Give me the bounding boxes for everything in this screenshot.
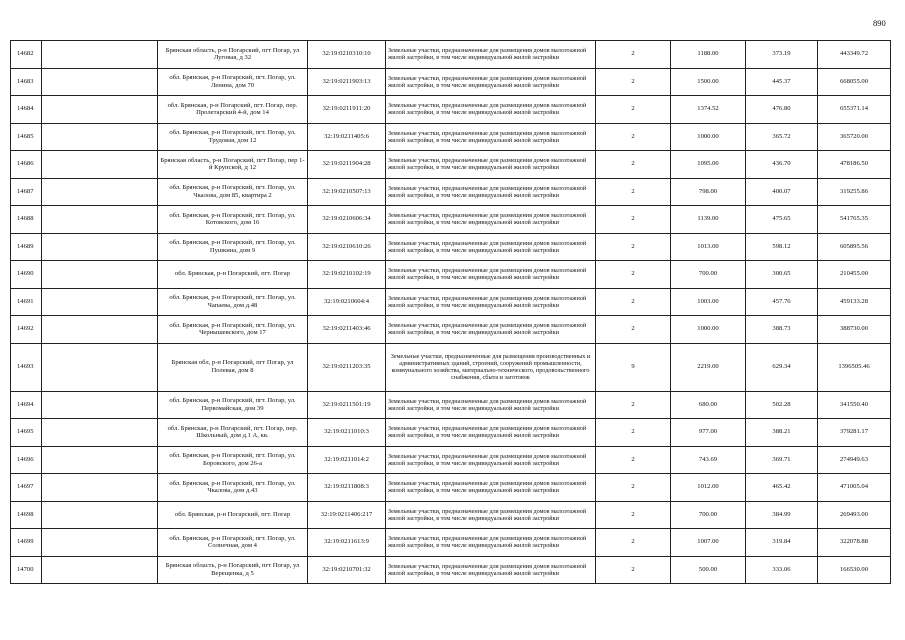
cadastral-value-cell: 274949.63 [818, 446, 891, 474]
table-row [11, 343, 891, 391]
use-group-cell: 2 [596, 96, 671, 124]
row-number: 14700 [11, 556, 42, 584]
area-cell: 1095.00 [671, 151, 746, 179]
row-number: 14688 [11, 206, 42, 234]
use-group-cell: 2 [596, 206, 671, 234]
area-cell: 1003.00 [671, 288, 746, 316]
land-purpose-cell: Земельные участки, предназначенные для размещения домов малоэтажной жилой застройки, в том числе индивидуальной жилой застройки [386, 474, 596, 502]
table-row [11, 529, 891, 557]
cadastral-value-cell: 471005.04 [818, 474, 891, 502]
area-cell: 700.00 [671, 261, 746, 289]
use-group-cell: 2 [596, 41, 671, 69]
cadastral-number-cell: 32:19:0210606:34 [308, 206, 386, 234]
use-group-cell: 2 [596, 474, 671, 502]
specific-value-cell: 384.99 [746, 501, 818, 529]
blank-cell [42, 446, 158, 474]
specific-value-cell: 333.06 [746, 556, 818, 584]
cadastral-number-cell: 32:19:0210610:26 [308, 233, 386, 261]
cadastral-number-cell: 32:19:0210102:19 [308, 261, 386, 289]
table-body [11, 41, 891, 584]
specific-value-cell: 436.70 [746, 151, 818, 179]
row-number: 14693 [11, 343, 42, 391]
row-number: 14689 [11, 233, 42, 261]
cadastral-value-table [10, 40, 891, 584]
blank-cell [42, 68, 158, 96]
blank-cell [42, 261, 158, 289]
cadastral-value-cell: 1396505.46 [818, 343, 891, 391]
land-purpose-cell: Земельные участки, предназначенные для размещения домов малоэтажной жилой застройки, в том числе индивидуальной жилой застройки [386, 151, 596, 179]
cadastral-number-cell: 32:19:0211904:28 [308, 151, 386, 179]
land-purpose-cell: Земельные участки, предназначенные для размещения домов малоэтажной жилой застройки, в том числе индивидуальной жилой застройки [386, 501, 596, 529]
cadastral-value-cell: 365720.00 [818, 123, 891, 151]
blank-cell [42, 419, 158, 447]
cadastral-number-cell: 32:19:0211403:46 [308, 316, 386, 344]
blank-cell [42, 41, 158, 69]
table-row [11, 68, 891, 96]
land-purpose-cell: Земельные участки, предназначенные для размещения домов малоэтажной жилой застройки, в том числе индивидуальной жилой застройки [386, 288, 596, 316]
row-number: 14690 [11, 261, 42, 289]
table-row [11, 178, 891, 206]
table-row [11, 96, 891, 124]
area-cell: 1012.00 [671, 474, 746, 502]
table-row [11, 501, 891, 529]
cadastral-number-cell: 32:19:0211808:3 [308, 474, 386, 502]
cadastral-value-cell: 443349.72 [818, 41, 891, 69]
row-number: 14698 [11, 501, 42, 529]
row-number: 14686 [11, 151, 42, 179]
blank-cell [42, 343, 158, 391]
page-number: 890 [873, 18, 886, 28]
use-group-cell: 2 [596, 391, 671, 419]
land-purpose-cell: Земельные участки, предназначенные для размещения домов малоэтажной жилой застройки, в том числе индивидуальной жилой застройки [386, 316, 596, 344]
cadastral-number-cell: 32:19:0210604:4 [308, 288, 386, 316]
cadastral-value-cell: 605895.56 [818, 233, 891, 261]
address-cell: обл. Брянская, р-н Погарский, пгт. Погар, ул. Боровского, дом 26-а [158, 446, 308, 474]
address-cell: обл. Брянская, р-н Погарский, пгт. Погар, пер. Школьный, дом д.1 А, кв. [158, 419, 308, 447]
specific-value-cell: 457.76 [746, 288, 818, 316]
land-purpose-cell: Земельные участки, предназначенные для размещения домов малоэтажной жилой застройки, в том числе индивидуальной жилой застройки [386, 206, 596, 234]
table-row [11, 206, 891, 234]
land-purpose-cell: Земельные участки, предназначенные для размещения домов малоэтажной жилой застройки, в том числе индивидуальной жилой застройки [386, 41, 596, 69]
table-row [11, 41, 891, 69]
row-number: 14696 [11, 446, 42, 474]
use-group-cell: 2 [596, 68, 671, 96]
use-group-cell: 2 [596, 556, 671, 584]
area-cell: 977.00 [671, 419, 746, 447]
cadastral-number-cell: 32:19:0211406:217 [308, 501, 386, 529]
row-number: 14697 [11, 474, 42, 502]
specific-value-cell: 388.73 [746, 316, 818, 344]
land-purpose-cell: Земельные участки, предназначенные для размещения домов малоэтажной жилой застройки, в том числе индивидуальной жилой застройки [386, 233, 596, 261]
cadastral-value-cell: 319255.86 [818, 178, 891, 206]
specific-value-cell: 400.07 [746, 178, 818, 206]
land-purpose-cell: Земельные участки, предназначенные для размещения домов малоэтажной жилой застройки, в том числе индивидуальной жилой застройки [386, 529, 596, 557]
cadastral-number-cell: 32:19:0211405:6 [308, 123, 386, 151]
address-cell: обл. Брянская, р-н Погарский, пгт. Погар, ул. Чапаева, дом д.48 [158, 288, 308, 316]
cadastral-number-cell: 32:19:0211911:20 [308, 96, 386, 124]
row-number: 14687 [11, 178, 42, 206]
land-purpose-cell: Земельные участки, предназначенные для размещения домов малоэтажной жилой застройки, в том числе индивидуальной жилой застройки [386, 446, 596, 474]
land-purpose-cell: Земельные участки, предназначенные для размещения домов малоэтажной жилой застройки, в том числе индивидуальной жилой застройки [386, 261, 596, 289]
row-number: 14683 [11, 68, 42, 96]
table-row [11, 474, 891, 502]
address-cell: обл. Брянская, р-н Погарский, пгт. Погар, ул. Котовского, дом 16 [158, 206, 308, 234]
blank-cell [42, 316, 158, 344]
address-cell: обл. Брянская, р-н Погарский, пгт. Погар, ул. Чкалова, дом д.43 [158, 474, 308, 502]
table-row [11, 151, 891, 179]
cadastral-value-cell: 478186.50 [818, 151, 891, 179]
use-group-cell: 2 [596, 501, 671, 529]
land-purpose-cell: Земельные участки, предназначенные для размещения производственных и административных зданий, строений, сооружений промышленности, коммунального хозяйства, материально-технического, продовольственного снабжения, сбыта и заготовок [386, 343, 596, 391]
area-cell: 1139.00 [671, 206, 746, 234]
area-cell: 500.00 [671, 556, 746, 584]
specific-value-cell: 465.42 [746, 474, 818, 502]
blank-cell [42, 178, 158, 206]
row-number: 14699 [11, 529, 42, 557]
cadastral-number-cell: 32:19:0211203:35 [308, 343, 386, 391]
specific-value-cell: 369.71 [746, 446, 818, 474]
cadastral-number-cell: 32:19:0210507:13 [308, 178, 386, 206]
use-group-cell: 2 [596, 261, 671, 289]
specific-value-cell: 476.80 [746, 96, 818, 124]
row-number: 14694 [11, 391, 42, 419]
table-row [11, 391, 891, 419]
cadastral-number-cell: 32:19:0210310:10 [308, 41, 386, 69]
cadastral-value-cell: 341550.40 [818, 391, 891, 419]
cadastral-value-cell: 166530.00 [818, 556, 891, 584]
specific-value-cell: 300.65 [746, 261, 818, 289]
area-cell: 1500.00 [671, 68, 746, 96]
address-cell: обл. Брянская, р-н Погарский, пгт. Погар, ул. Трудовая, дом 12 [158, 123, 308, 151]
use-group-cell: 2 [596, 419, 671, 447]
blank-cell [42, 288, 158, 316]
address-cell: обл. Брянская, р-н Погарский, пгт. Погар, пер. Пролетарский 4-й, дом 14 [158, 96, 308, 124]
cadastral-number-cell: 32:19:0211613:9 [308, 529, 386, 557]
land-purpose-cell: Земельные участки, предназначенные для размещения домов малоэтажной жилой застройки, в том числе индивидуальной жилой застройки [386, 178, 596, 206]
blank-cell [42, 474, 158, 502]
specific-value-cell: 373.19 [746, 41, 818, 69]
land-purpose-cell: Земельные участки, предназначенные для размещения домов малоэтажной жилой застройки, в том числе индивидуальной жилой застройки [386, 419, 596, 447]
blank-cell [42, 151, 158, 179]
area-cell: 700.00 [671, 501, 746, 529]
land-purpose-cell: Земельные участки, предназначенные для размещения домов малоэтажной жилой застройки, в том числе индивидуальной жилой застройки [386, 68, 596, 96]
use-group-cell: 2 [596, 288, 671, 316]
area-cell: 1000.00 [671, 316, 746, 344]
cadastral-value-cell: 655371.14 [818, 96, 891, 124]
use-group-cell: 2 [596, 151, 671, 179]
blank-cell [42, 501, 158, 529]
blank-cell [42, 391, 158, 419]
blank-cell [42, 556, 158, 584]
row-number: 14695 [11, 419, 42, 447]
table-row [11, 446, 891, 474]
row-number: 14682 [11, 41, 42, 69]
area-cell: 2219.00 [671, 343, 746, 391]
specific-value-cell: 365.72 [746, 123, 818, 151]
cadastral-value-cell: 210455.00 [818, 261, 891, 289]
use-group-cell: 2 [596, 446, 671, 474]
row-number: 14691 [11, 288, 42, 316]
address-cell: обл. Брянская, р-н Погарский, пгт. Погар [158, 501, 308, 529]
cadastral-value-cell: 322078.88 [818, 529, 891, 557]
row-number: 14685 [11, 123, 42, 151]
table-row [11, 233, 891, 261]
area-cell: 1188.00 [671, 41, 746, 69]
specific-value-cell: 319.84 [746, 529, 818, 557]
address-cell: Брянская обл, р-н Погарский, пгт Погар, ул Полевая, дом 8 [158, 343, 308, 391]
specific-value-cell: 475.65 [746, 206, 818, 234]
specific-value-cell: 388.21 [746, 419, 818, 447]
address-cell: обл. Брянская, р-н Погарский, пгт. Погар, ул. Пушкина, дом 9 [158, 233, 308, 261]
cadastral-value-cell: 388730.00 [818, 316, 891, 344]
blank-cell [42, 529, 158, 557]
address-cell: обл. Брянская, р-н Погарский, пгт. Погар, ул. Чернышевского, дом 17 [158, 316, 308, 344]
use-group-cell: 2 [596, 233, 671, 261]
cadastral-number-cell: 32:19:0210701:32 [308, 556, 386, 584]
use-group-cell: 2 [596, 123, 671, 151]
cadastral-value-cell: 269493.00 [818, 501, 891, 529]
area-cell: 743.69 [671, 446, 746, 474]
table-row [11, 556, 891, 584]
specific-value-cell: 502.28 [746, 391, 818, 419]
area-cell: 1007.00 [671, 529, 746, 557]
cadastral-value-cell: 379281.17 [818, 419, 891, 447]
area-cell: 1374.52 [671, 96, 746, 124]
use-group-cell: 2 [596, 316, 671, 344]
area-cell: 1000.00 [671, 123, 746, 151]
row-number: 14692 [11, 316, 42, 344]
specific-value-cell: 629.34 [746, 343, 818, 391]
row-number: 14684 [11, 96, 42, 124]
table-row [11, 316, 891, 344]
blank-cell [42, 96, 158, 124]
land-purpose-cell: Земельные участки, предназначенные для размещения домов малоэтажной жилой застройки, в том числе индивидуальной жилой застройки [386, 96, 596, 124]
table-row [11, 419, 891, 447]
specific-value-cell: 598.12 [746, 233, 818, 261]
blank-cell [42, 233, 158, 261]
area-cell: 1013.00 [671, 233, 746, 261]
cadastral-number-cell: 32:19:0211014:2 [308, 446, 386, 474]
table-row [11, 123, 891, 151]
address-cell: обл. Брянская, р-н Погарский, пгт. Погар, ул. Солнечная, дом 4 [158, 529, 308, 557]
table-row [11, 288, 891, 316]
address-cell: Брянская область, р-н Погарский, пгт Погар, пер 1-й Крупской, д 12 [158, 151, 308, 179]
area-cell: 680.00 [671, 391, 746, 419]
address-cell: обл. Брянская, р-н Погарский, пгт. Погар [158, 261, 308, 289]
blank-cell [42, 206, 158, 234]
use-group-cell: 2 [596, 178, 671, 206]
address-cell: обл. Брянская, р-н Погарский, пгт. Погар, ул. Чкалова, дом 85, квартира 2 [158, 178, 308, 206]
cadastral-value-cell: 459133.28 [818, 288, 891, 316]
cadastral-value-cell: 668055.00 [818, 68, 891, 96]
area-cell: 798.00 [671, 178, 746, 206]
address-cell: Брянская область, р-н Погарский, пгт Погар, ул Луговая, д 32 [158, 41, 308, 69]
specific-value-cell: 445.37 [746, 68, 818, 96]
address-cell: обл. Брянская, р-н Погарский, пгт. Погар, ул. Первомайская, дом 39 [158, 391, 308, 419]
address-cell: обл. Брянская, р-н Погарский, пгт. Погар, ул. Ленина, дом 70 [158, 68, 308, 96]
use-group-cell: 2 [596, 529, 671, 557]
cadastral-number-cell: 32:19:0211501:19 [308, 391, 386, 419]
blank-cell [42, 123, 158, 151]
table-row [11, 261, 891, 289]
address-cell: Брянская область, р-н Погарский, пгт Погар, ул Верещенка, д 5 [158, 556, 308, 584]
cadastral-value-cell: 541765.35 [818, 206, 891, 234]
cadastral-number-cell: 32:19:0211010:3 [308, 419, 386, 447]
use-group-cell: 9 [596, 343, 671, 391]
land-purpose-cell: Земельные участки, предназначенные для размещения домов малоэтажной жилой застройки, в том числе индивидуальной жилой застройки [386, 556, 596, 584]
land-purpose-cell: Земельные участки, предназначенные для размещения домов малоэтажной жилой застройки, в том числе индивидуальной жилой застройки [386, 391, 596, 419]
cadastral-number-cell: 32:19:0211903:13 [308, 68, 386, 96]
land-purpose-cell: Земельные участки, предназначенные для размещения домов малоэтажной жилой застройки, в том числе индивидуальной жилой застройки [386, 123, 596, 151]
